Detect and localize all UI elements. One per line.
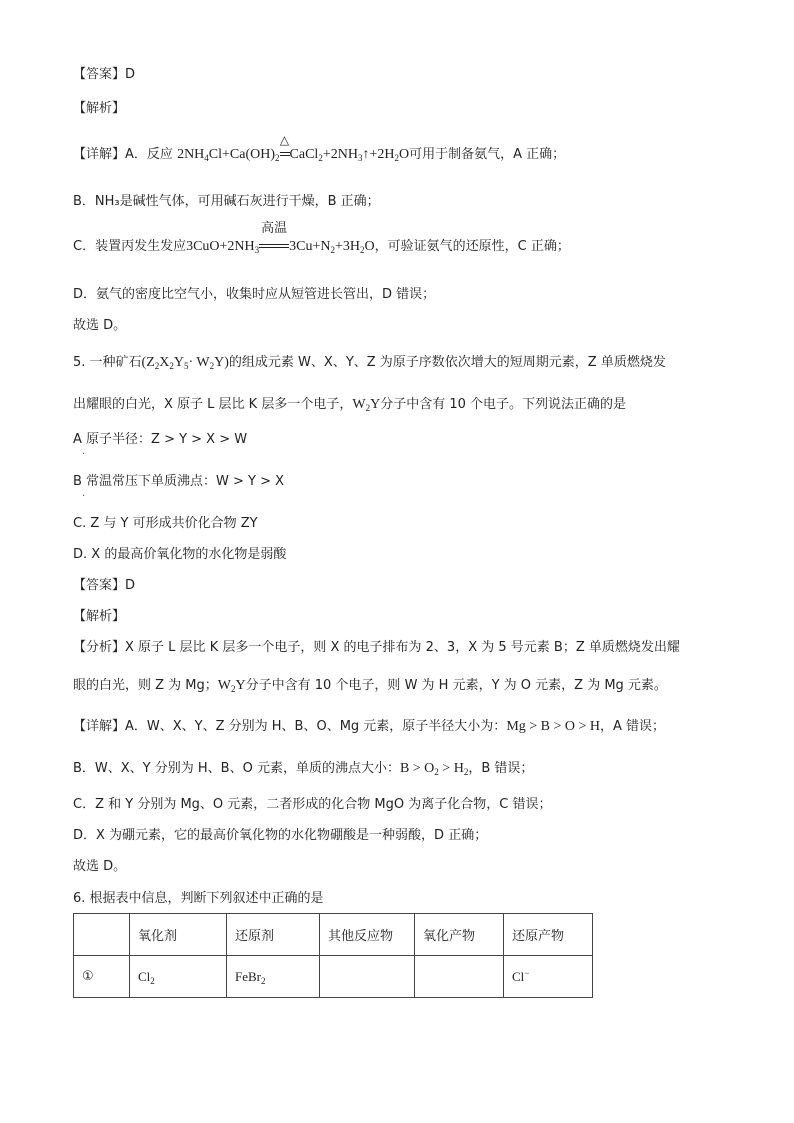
table-cell-other — [320, 956, 415, 998]
table-cell-ox-product — [415, 956, 504, 998]
table-header-cell: 还原剂 — [227, 914, 320, 956]
w2y-formula: $W_2Y$ — [352, 397, 381, 413]
table-cell-reductant: FeBr$_2$ — [227, 956, 320, 998]
option-b-dot: . — [82, 488, 86, 499]
q6-stem: 6. 根据表中信息，判断下列叙述中正确的是 — [73, 891, 324, 906]
analysis-tag: 【分析】 — [73, 640, 126, 655]
option-a-dot: . — [82, 446, 86, 457]
detail-tag: 【详解】 — [73, 719, 126, 734]
redox-table — [73, 913, 593, 998]
table-header-cell: 氧化剂 — [130, 914, 227, 956]
table-header-cell: 其他反应物 — [320, 914, 415, 956]
detail-line-a — [73, 133, 566, 164]
detail-c-text: C．装置丙发生发应 — [73, 239, 187, 254]
table-row — [74, 956, 593, 998]
answer-line-2 — [73, 577, 135, 595]
radius-order: Mg > B > O > H — [506, 719, 601, 734]
detail-line-b: B．NH₃是碱性气体，可用碱石灰进行干燥，B 正确； — [73, 194, 380, 209]
q5-option-b[interactable]: B 常温常压下单质沸点：W > Y > X — [73, 474, 285, 489]
table-header-row — [74, 914, 593, 956]
table-header-cell: 还原产物 — [504, 914, 593, 956]
detail-line-c — [73, 220, 570, 256]
analysis-line-2: 眼的白光，则 Z 为 Mg；$W_2Y$分子中含有 10 个电子，则 W 为 H 元素，Y 为 O 元素，Z 为 Mg 元素。 — [73, 678, 667, 694]
conclusion-1: 故选 D。 — [73, 318, 127, 333]
table-cell-oxidant: $Cl_2$ — [130, 956, 227, 998]
high-temp-condition: 高温 — [259, 238, 289, 256]
conclusion-2: 故选 D。 — [73, 859, 127, 874]
analysis-tag: 【解析】 — [73, 101, 126, 116]
w2y-formula: $W_2Y$ — [217, 678, 246, 694]
q5-stem-line-1: 5. 一种矿石$(Z_2X_2Y_5\cdot W_2Y)$的组成元素 W、X、Y、Z 为原子序数依次增大的短周期元素，Z 单质燃烧发 — [73, 355, 666, 371]
q5-detail-c: C．Z 和 Y 分别为 Mg、O 元素，二者形成的化合物 MgO 为离子化合物，C 错误； — [73, 797, 552, 812]
answer-line-1 — [73, 66, 135, 84]
q5-option-a[interactable]: A 原子半径：Z > Y > X > W — [73, 432, 248, 447]
q5-stem-line-2: 出耀眼的白光，X 原子 L 层比 K 层多一个电子，$W_2Y$分子中含有 10 个电子。下列说法正确的是 — [73, 397, 626, 413]
detail-c-conclusion: ，可验证氨气的还原性，C 正确； — [374, 239, 570, 254]
detail-a-text: A．反应 — [125, 147, 173, 162]
q5-detail-a: 【详解】A．W、X、Y、Z 分别为 H、B、O、Mg 元素，原子半径大小为：Mg > B > O > H，A 错误； — [73, 719, 666, 734]
table-cell-red-product: Cl− — [504, 956, 593, 998]
q5-detail-b: B．W、X、Y 分别为 H、B、O 元素，单质的沸点大小：$B > O_2 > H_2$，B 错误； — [73, 761, 534, 777]
answer-value: D — [125, 67, 136, 82]
boiling-order: $B > O_2 > H_2$ — [399, 761, 469, 777]
detail-a-conclusion: 可用于制备氨气，A 正确； — [409, 147, 566, 162]
q5-option-c[interactable]: C. Z 与 Y 可形成共价化合物 ZY — [73, 516, 258, 531]
analysis-line-1: 【分析】X 原子 L 层比 K 层多一个电子，则 X 的电子排布为 2、3，X 为 5 号元素 B；Z 单质燃烧发出耀 — [73, 640, 680, 655]
detail-line-d: D．氨气的密度比空气小，收集时应从短管进长管出，D 错误； — [73, 287, 436, 302]
equation-ammonia: $2NH_4Cl+Ca(OH)_2$ △ $CaCl_2+2NH_3↑+2H_2O$ — [177, 133, 410, 163]
detail-tag: 【详解】 — [73, 147, 126, 162]
heat-condition: △ — [280, 146, 290, 164]
mineral-formula: $(Z_2X_2Y_5\cdot W_2Y)$ — [141, 355, 229, 371]
analysis-heading-2: 【解析】 — [73, 609, 126, 624]
answer-value: D — [125, 578, 136, 593]
table-header-cell: 氧化产物 — [415, 914, 504, 956]
answer-tag: 【答案】 — [73, 67, 126, 82]
answer-tag: 【答案】 — [73, 578, 126, 593]
equation-cuo: $3CuO+2NH_3$ 高温 $3Cu+N_2+3H_2O$ — [186, 220, 375, 255]
q5-option-d[interactable]: D. X 的最高价氧化物的水化物是弱酸 — [73, 547, 287, 562]
analysis-heading-1 — [73, 100, 125, 118]
q5-detail-d: D．X 为硼元素，它的最高价氧化物的水化物硼酸是一种弱酸，D 正确； — [73, 828, 488, 843]
table-cell-num: ① — [74, 956, 130, 998]
table-header-cell — [74, 914, 130, 956]
